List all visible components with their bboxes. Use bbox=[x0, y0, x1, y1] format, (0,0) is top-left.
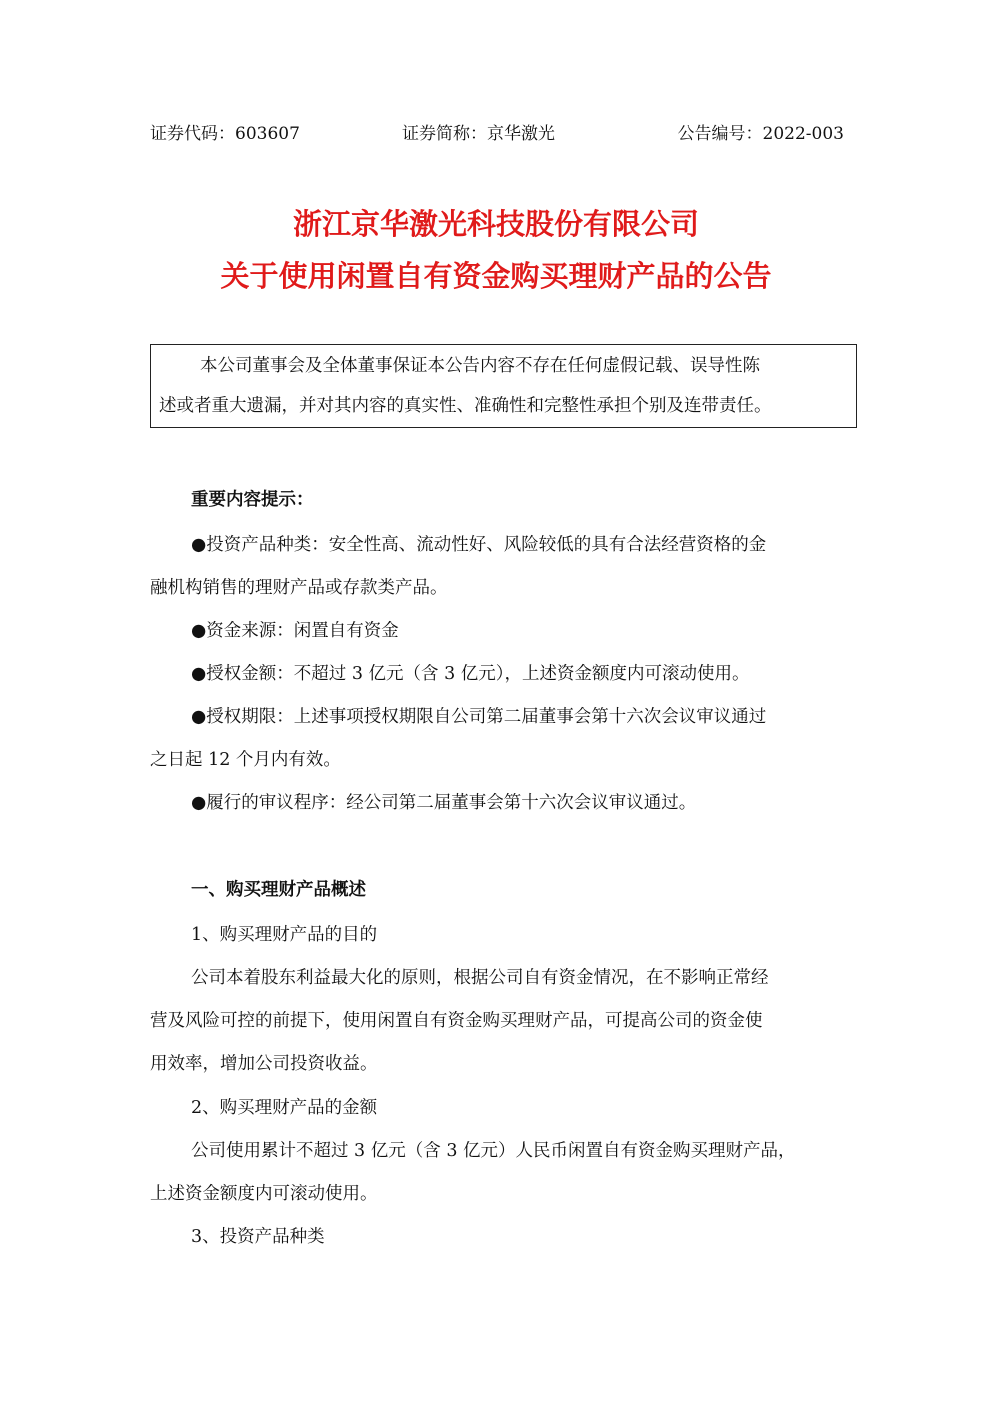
highlight-product-type-line-2: 融机构销售的理财产品或存款类产品。 bbox=[150, 578, 448, 598]
highlight-fund-source: ●资金来源：闲置自有资金 bbox=[191, 621, 399, 641]
announcement-title: 关于使用闲置自有资金购买理财产品的公告 bbox=[220, 259, 772, 293]
highlights-heading: 重要内容提示： bbox=[191, 490, 314, 510]
subsection-2-paragraph-line-2: 上述资金额度内可滚动使用。 bbox=[150, 1184, 378, 1204]
subsection-2-paragraph-line-1: 公司使用累计不超过 3 亿元（含 3 亿元）人民币闲置自有资金购买理财产品， bbox=[191, 1141, 796, 1161]
subsection-1-paragraph-line-2: 营及风险可控的前提下，使用闲置自有资金购买理财产品，可提高公司的资金使 bbox=[150, 1011, 763, 1031]
subsection-2-title: 2、购买理财产品的金额 bbox=[191, 1098, 378, 1118]
announcement-header bbox=[150, 122, 844, 146]
board-guarantee-notice bbox=[150, 344, 857, 428]
subsection-1-paragraph-line-3: 用效率，增加公司投资收益。 bbox=[150, 1054, 378, 1074]
subsection-1-title: 1、购买理财产品的目的 bbox=[191, 925, 378, 945]
highlight-review-procedure: ●履行的审议程序：经公司第二届董事会第十六次会议审议通过。 bbox=[191, 793, 697, 813]
securities-code: 证券代码：603607 bbox=[150, 124, 300, 144]
highlight-product-type-line-1: ●投资产品种类：安全性高、流动性好、风险较低的具有合法经营资格的金 bbox=[191, 535, 767, 555]
company-title: 浙江京华激光科技股份有限公司 bbox=[292, 207, 699, 241]
subsection-3-title: 3、投资产品种类 bbox=[191, 1227, 325, 1247]
announcement-number: 公告编号：2022-003 bbox=[677, 124, 844, 144]
highlight-authorized-amount: ●授权金额：不超过 3 亿元（含 3 亿元），上述资金额度内可滚动使用。 bbox=[191, 664, 750, 684]
notice-line-1: 本公司董事会及全体董事保证本公告内容不存在任何虚假记载、误导性陈 bbox=[200, 356, 760, 376]
highlight-authorized-period-line-1: ●授权期限：上述事项授权期限自公司第二届董事会第十六次会议审议通过 bbox=[191, 707, 767, 727]
section-1-heading: 一、购买理财产品概述 bbox=[191, 880, 366, 900]
highlight-authorized-period-line-2: 之日起 12 个月内有效。 bbox=[150, 750, 341, 770]
notice-line-2: 述或者重大遗漏，并对其内容的真实性、准确性和完整性承担个别及连带责任。 bbox=[159, 396, 772, 416]
subsection-1-paragraph-line-1: 公司本着股东利益最大化的原则，根据公司自有资金情况，在不影响正常经 bbox=[191, 968, 769, 988]
securities-abbreviation: 证券简称：京华激光 bbox=[402, 124, 555, 144]
